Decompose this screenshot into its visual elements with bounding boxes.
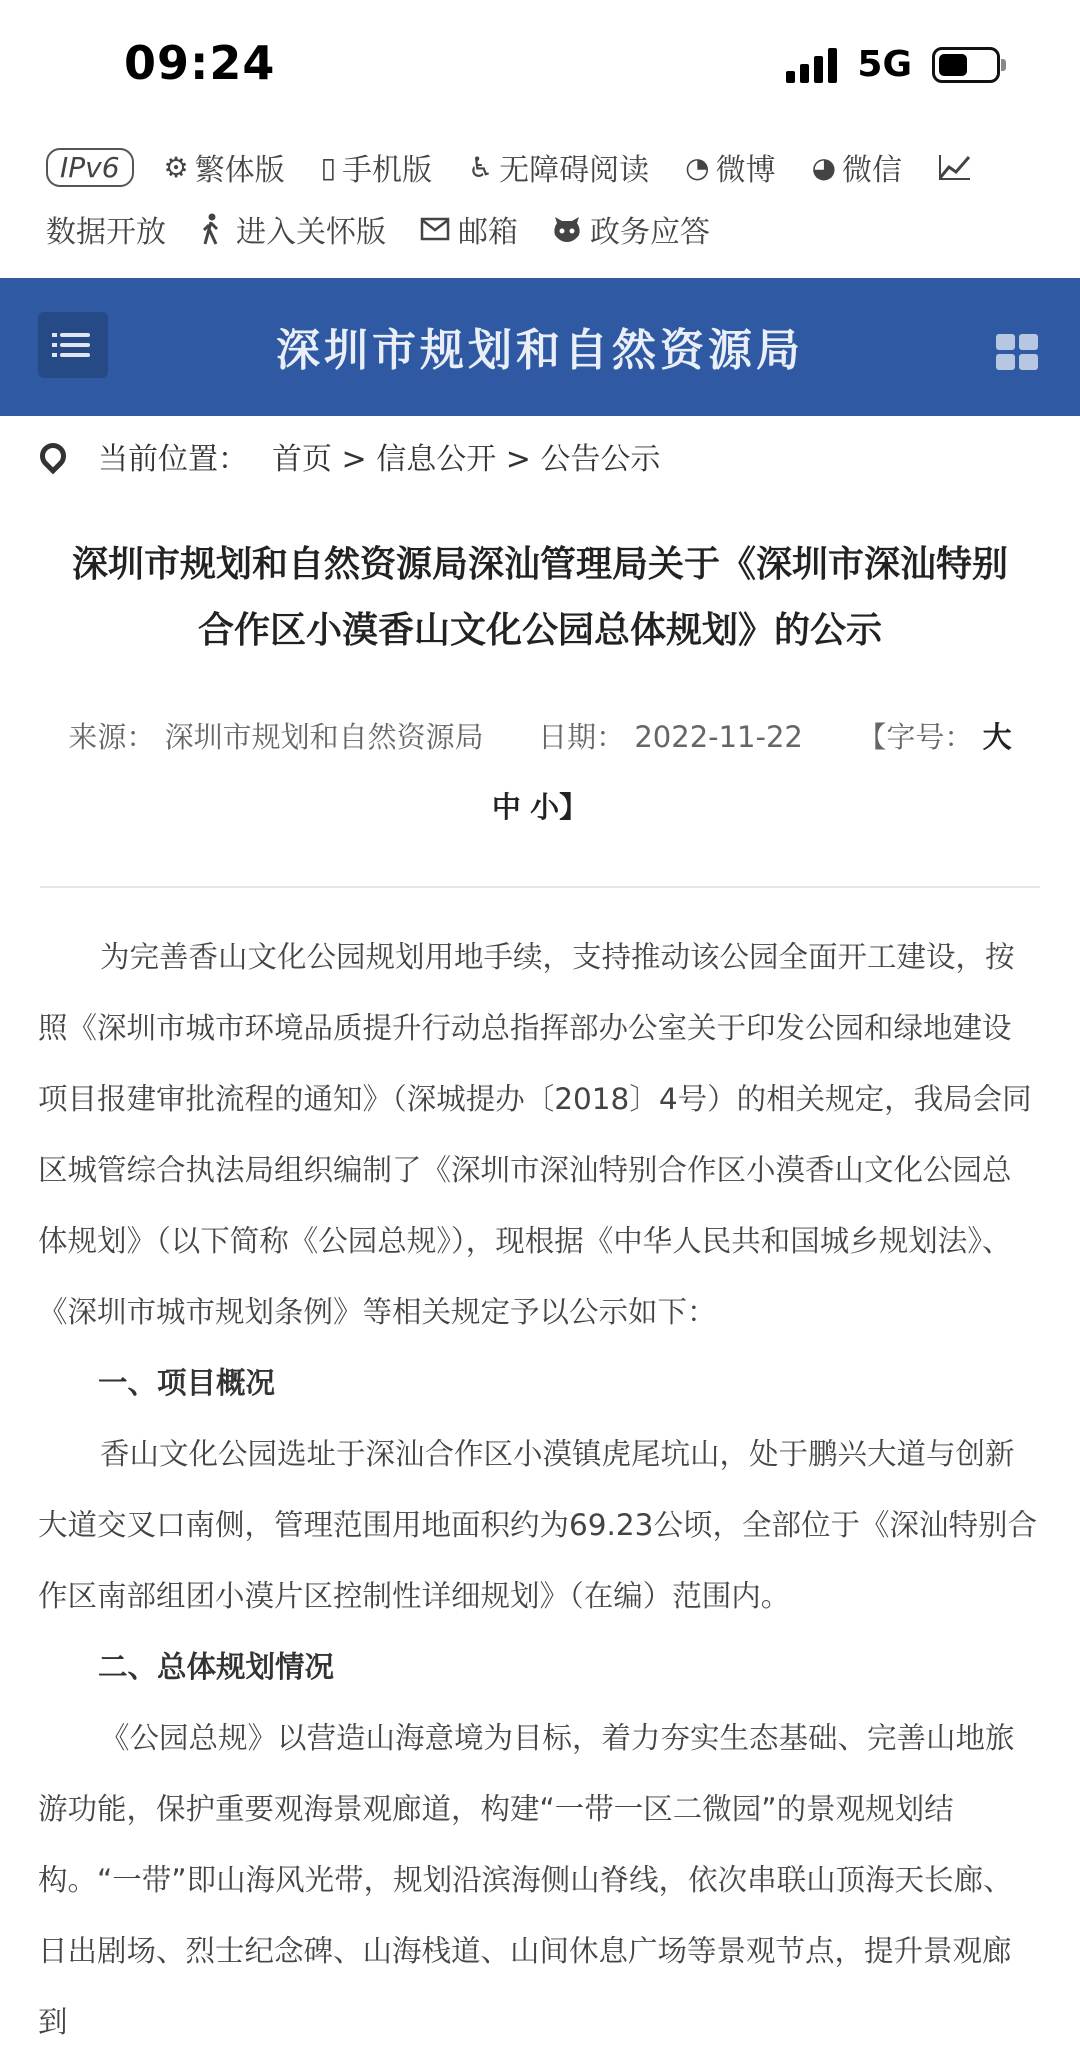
status-icons [786, 44, 1000, 85]
link-accessibility[interactable]: ♿ 无障碍阅读 [468, 150, 650, 188]
breadcrumb [0, 416, 1080, 480]
font-size-small-button[interactable]: 小 [530, 790, 560, 824]
link-gov-qa[interactable]: 政务应答 [552, 207, 710, 251]
article-meta: 来源： 深圳市规划和自然资源局 日期： 2022-11-22 【字号： 大 中 小】 [68, 720, 1012, 824]
article-body [38, 922, 1040, 2058]
chart-icon[interactable] [938, 153, 972, 181]
article-title: 深圳市规划和自然资源局深汕管理局关于《深圳市深汕特别 合作区小漠香山文化公园总体规划》的公示 [71, 544, 1008, 651]
ipv6-badge: IPv6 [46, 148, 134, 187]
walking-icon [200, 213, 224, 245]
site-header [0, 278, 1080, 416]
section-heading-2: 二、总体规划情况 [98, 1650, 335, 1684]
grid-menu-icon[interactable] [996, 334, 1040, 372]
breadcrumb-path[interactable]: 首页 > 信息公开 > 公告公示 [272, 442, 661, 477]
link-care-mode[interactable]: 进入关怀版 [200, 207, 386, 251]
mail-icon [420, 217, 450, 241]
battery-icon [932, 47, 1000, 83]
article-source: 深圳市规划和自然资源局 [164, 720, 484, 754]
gear-icon: ⚙ [163, 150, 189, 184]
paragraph-2: 《公园总规》以营造山海意境为目标，着力夯实生态基础、完善山地旅游功能，保护重要观海景观廊道，构建“一带一区二微园”的景观规划结构。“一带”即山海风光带，规划沿滨海侧山脊线，依次串联山顶海天长廊、日出剧场、烈士纪念碑、山海栈道、山间休息广场等景观节点，提升景观廊到 [38, 1721, 1015, 2039]
accessibility-icon: ♿ [468, 150, 494, 184]
link-open-data[interactable]: 数据开放 [46, 215, 166, 250]
mobile-icon: ▯ [320, 150, 337, 184]
breadcrumb-prefix: 当前位置： [98, 442, 248, 477]
link-traditional[interactable]: ⚙ 繁体版 [163, 150, 285, 188]
link-mail[interactable]: 邮箱 [420, 207, 518, 251]
paragraph-1: 香山文化公园选址于深汕合作区小漠镇虎尾坑山，处于鹏兴大道与创新大道交叉口南侧，管理范围用地面积约为69.23公顷，全部位于《深汕特别合作区南部组团小漠片区控制性详细规划》（在编）范围内。 [38, 1437, 1037, 1613]
robot-icon [552, 215, 582, 243]
status-bar [0, 0, 1080, 124]
font-size-large-button[interactable]: 大 [982, 720, 1012, 754]
signal-icon [786, 47, 837, 83]
link-wechat[interactable]: ◕ 微信 [811, 150, 903, 188]
paragraph-intro: 为完善香山文化公园规划用地手续，支持推动该公园全面开工建设，按照《深圳市城市环境品质提升行动总指挥部办公室关于印发公园和绿地建设项目报建审批流程的通知》（深城提办〔2018〕4号）的相关规定，我局会同区城管综合执法局组织编制了《深圳市深汕特别合作区小漠香山文化公园总体规划》（以下简称《公园总规》），现根据《中华人民共和国城乡规划法》、《深圳市城市规划条例》等相关规定予以公示如下： [38, 940, 1032, 1329]
section-heading-1: 一、项目概况 [98, 1366, 276, 1400]
article-date: 2022-11-22 [634, 720, 803, 754]
divider [40, 886, 1040, 888]
link-mobile[interactable]: ▯ 手机版 [320, 150, 433, 188]
weibo-icon: ◔ [685, 150, 710, 184]
top-links [0, 124, 1080, 260]
network-type: 5G [857, 44, 912, 85]
link-weibo[interactable]: ◔ 微博 [685, 150, 776, 188]
location-pin-icon [35, 438, 72, 475]
font-size-medium-button[interactable]: 中 [491, 790, 521, 824]
site-title: 深圳市规划和自然资源局 [276, 325, 804, 376]
wechat-icon: ◕ [811, 150, 837, 184]
status-time: 09:24 [124, 36, 276, 90]
